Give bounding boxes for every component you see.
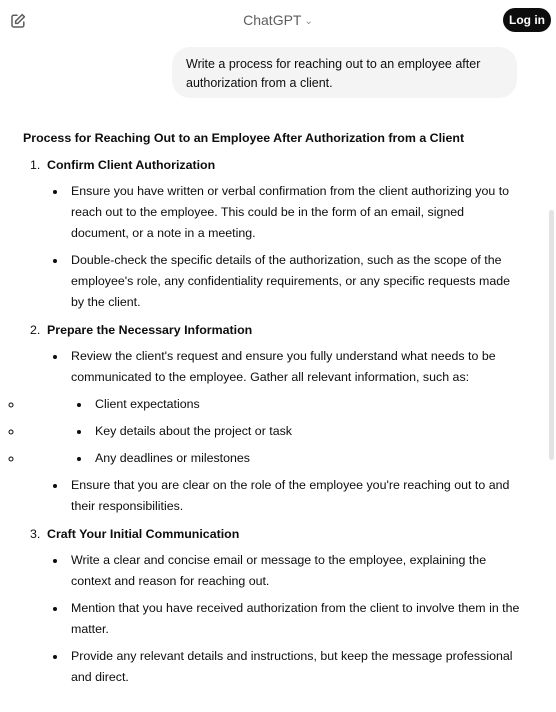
assistant-response	[23, 128, 523, 688]
sub-list-item: ◦ Key details about the project or task	[23, 421, 523, 442]
list-item: Double-check the specific details of the authorization, such as the scope of the employee's role, any confidentiality requirements, or any specific requests made by the client.	[23, 250, 523, 313]
step-item	[23, 320, 523, 517]
step-number: 1.	[30, 158, 41, 172]
steps-list	[23, 155, 523, 688]
bullet-list	[23, 550, 523, 688]
user-message: Write a process for reaching out to an employee after authorization from a client.	[172, 47, 517, 98]
list-item: Write a clear and concise email or message to the employee, explaining the context and reason for reaching out.	[23, 550, 523, 592]
list-item: Review the client's request and ensure you fully understand what needs to be communicated to the employee. Gather all relevant information, such as:	[23, 346, 523, 388]
sub-list-item: ◦ Client expectations	[23, 394, 523, 415]
step-label: Craft Your Initial Communication	[47, 527, 240, 541]
step-label: Confirm Client Authorization	[47, 158, 216, 172]
sub-list-item: ◦ Any deadlines or milestones	[23, 448, 523, 469]
step-title	[23, 155, 523, 175]
app-title[interactable]: ChatGPT	[243, 12, 302, 28]
model-selector[interactable]	[0, 12, 556, 28]
response-heading: Process for Reaching Out to an Employee After Authorization from a Client	[23, 131, 465, 145]
step-label: Prepare the Necessary Information	[47, 323, 253, 337]
bullet-list	[23, 346, 523, 388]
list-item: Ensure that you are clear on the role of the employee you're reaching out to and their responsibilities.	[23, 475, 523, 517]
step-item	[23, 155, 523, 313]
list-item: Mention that you have received authorization from the client to involve them in the matter.	[23, 598, 523, 640]
list-item: Ensure you have written or verbal confirmation from the client authorizing you to reach out to the employee. This could be in the form of an email, signed document, or a note in a meeting.	[23, 181, 523, 244]
scrollbar[interactable]	[549, 210, 554, 460]
chevron-down-icon: ⌄	[304, 16, 313, 27]
step-number: 2.	[30, 323, 41, 337]
login-button[interactable]: Log in	[503, 8, 551, 32]
step-number: 3.	[30, 527, 41, 541]
bullet-list	[23, 181, 523, 313]
list-item: Provide any relevant details and instructions, but keep the message professional and direct.	[23, 646, 523, 688]
sub-bullet-list	[23, 394, 523, 469]
top-bar	[0, 0, 556, 42]
step-item	[23, 524, 523, 688]
step-title	[23, 320, 523, 340]
bullet-list	[23, 475, 523, 517]
step-title	[23, 524, 523, 544]
